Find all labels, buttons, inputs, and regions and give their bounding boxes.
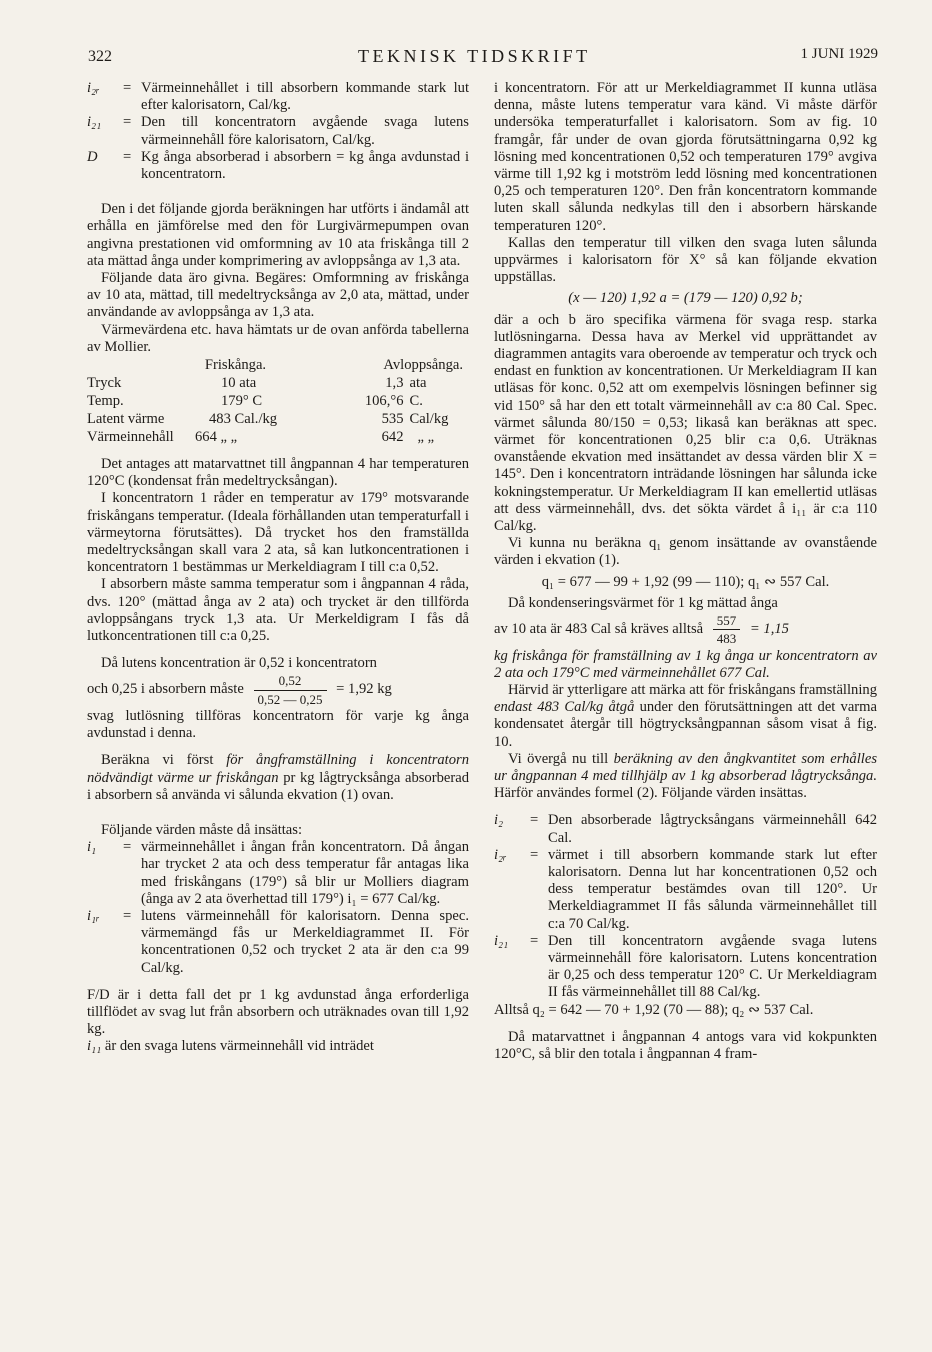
def-equals: = [530, 812, 539, 829]
paragraph: Värmevärdena etc. hava hämtats ur de ovan anförda tabellerna av Mollier. [87, 321, 469, 355]
table-row: Temp. 179° C 106,°6 C. [87, 393, 423, 410]
def-equals: = [123, 839, 132, 856]
paragraph: kg friskånga för framställning av 1 kg ånga ur koncentratorn av 2 ata och 179°C med värmeinnehållet 677 Cal. [494, 647, 877, 681]
def-text: Den till koncentratorn avgående svaga lutens värmeinnehåll före kalorisatorn, Cal/kg. [141, 114, 469, 148]
def-symbol: i₁ᵣ [87, 907, 100, 924]
paragraph: Härvid är ytterligare att märka att för friskångans framställning endast 483 Cal/kg åtgå under den förutsättningen att det varma kondensatet återgår till högtrycksångpannan såsom visat å fig. 10. [494, 681, 877, 750]
definition [87, 114, 469, 148]
def-equals: = [530, 846, 539, 863]
equation: q₁ = 677 — 99 + 1,92 (99 — 110); q₁ ∾ 557 Cal. [541, 573, 830, 590]
definition [494, 847, 877, 933]
def-text: Kg ånga absorberad i absorbern = kg ånga avdunstad i koncentratorn. [141, 148, 469, 183]
table-row: Värmeinnehåll 664 „ „ 642 „ „ [87, 429, 435, 446]
def-symbol: i₁ [87, 839, 97, 856]
def-text: värmeinnehållet i ångan från koncentratorn. Då ångan har trycket 2 ata och dess temperatur får antagas lika med friskångans (179°) så blir ur Molliers diagram (ånga av 2 ata överhettad till 179°) i₁ = 677 Cal/kg. [141, 839, 469, 907]
column-header: Friskånga. [204, 357, 267, 374]
paragraph: Följande värden måste då insättas: [101, 821, 303, 838]
fraction: $\frac{0,52}{0,52 — 0,25}$ [254, 672, 327, 707]
def-symbol: D [87, 148, 98, 165]
definition [87, 908, 469, 977]
paragraph: svag lutlösning tillföras koncentratorn för varje kg ånga avdunstad i denna. [87, 707, 469, 742]
def-symbol: i₂₁ [87, 114, 102, 131]
issue-date: 1 JUNI 1929 [800, 46, 878, 62]
paragraph: Vi kunna nu beräkna q₁ genom insättande av ovanstående värden i ekvation (1). [494, 535, 877, 569]
equation: Alltså q₂ = 642 — 70 + 1,92 (70 — 88); q₂ ∾ 537 Cal. [494, 1001, 814, 1018]
definition [494, 933, 877, 1002]
paragraph: Det antages att matarvattnet till ångpannan 4 har temperaturen 120°C (kondensat från medeltrycksångan). [87, 456, 469, 490]
page-number: 322 [88, 48, 112, 65]
paragraph: Då lutens koncentration är 0,52 i koncentratorn [101, 655, 377, 672]
page-header [88, 44, 878, 68]
def-symbol: i₂ᵣ [87, 80, 100, 96]
def-text: Den absorberade lågtrycksångans värmeinnehåll 642 Cal. [548, 812, 877, 846]
paragraph: I absorbern måste samma temperatur som i ångpannan 4 råda, dvs. 120° (mättad ånga av 2 ata) och trycket är den tillförda avloppsångans tryck 1,3 ata. Ur Merkeldigram I fås då lutkoncentrationen till c:a 0,25. [87, 576, 469, 645]
definition [494, 812, 877, 846]
paragraph: Vi övergå nu till beräkning av den ångkvantitet som erhålles ur ångpannan 4 med tillhjälp av 1 kg absorberad lågtrycksånga. Härför användes formel (2). Följande värden insättas. [494, 750, 877, 802]
paragraph: Följande data äro givna. Begäres: Omformning av friskånga av 10 ata, mättad, till medeltrycksånga av 2,0 ata, mättad, under användande av avloppsånga av 1,3 ata. [87, 270, 469, 321]
paragraph: där a och b äro specifika värmena för svaga resp. starka lutlösningarna. Dessa hava av Merkel vid upprättandet av diagrammen antagits vara oberoende av temperatur och tryck och endast en funktion av koncentrationen. Ur Merkeldiagram II kan utläsas för konc. 0,52 att om exempelvis lösningen befinner sig vid 150° så har den ett totalt värmeinnehåll av c:a 80 Cal. Spec. värmet sålunda 80/150 = 0,53; likaså kan beräknas att spec. värmet för koncentrationen 0,25 blir c:a 0,6. Uträknas ovanstående ekvation med insättandet av dessa värden blir X = 145°. Den i koncentratorn inträdande lösningen har sålunda icke kokningstemperatur. Ur Merkeldiagram II kan emellertid utläsas att dess värmeinnehåll, dvs. det sökta värdet å i₁₁ är c:a 110 Cal/kg. [494, 311, 877, 535]
table-row: Latent värme 483 Cal./kg 535 Cal/kg [87, 411, 449, 428]
def-symbol: i₂₁ [494, 932, 509, 949]
table-row: Tryck 10 ata 1,3 ata [87, 375, 427, 392]
def-symbol: i₂ᵣ [494, 846, 507, 863]
paragraph: Då matarvattnet i ångpannan 4 antogs vara vid kokpunkten 120°C, så blir den totala i ångpannan 4 fram- [494, 1028, 877, 1062]
def-equals: = [123, 80, 132, 96]
table-header-row [87, 356, 469, 374]
def-equals: = [123, 114, 132, 131]
fraction-line: av 10 ata är 483 Cal så kräves alltså $\frac{557}{483}$ = 1,15 [494, 613, 789, 647]
def-text: lutens värmeinnehåll för kalorisatorn. Denna spec. värmemängd fås ur Merkeldiagrammet II. För koncentrationen 0,52 och trycket 2 ata är den c:a 99 Cal/kg. [141, 907, 469, 976]
fraction: $\frac{557}{483}$ [713, 612, 741, 647]
paragraph: Den i det följande gjorda beräkningen har utförts i ändamål att erhålla en jämförelse med den för Lurgivärmepumpen ovan angivna prestationen vid omformning av 10 ata friskånga till 2 ata mättad ånga under komprimering av avloppsånga av 1,3 ata. [87, 201, 469, 269]
journal-title: TEKNISK TIDSKRIFT [358, 46, 591, 66]
definition [87, 149, 469, 183]
equation: (x — 120) 1,92 a = (179 — 120) 0,92 b; [568, 290, 803, 307]
right-column [494, 80, 877, 1063]
paragraph: Kallas den temperatur till vilken den svaga luten sålunda uppvärmes i kalorisatorn för X° så kan följande ekvation uppställas. [494, 234, 877, 286]
steam-data-table [87, 356, 469, 446]
paragraph: Då kondenseringsvärmet för 1 kg mättad ånga [508, 594, 778, 611]
paragraph: Beräkna vi först för ångframställning i koncentratorn nödvändigt värme ur friskångan pr kg lågtrycksånga absorberad i absorbern så använda vi sålunda ekvation (1) ovan. [87, 752, 469, 803]
paragraph: F/D är i detta fall det pr 1 kg avdunstad ånga erforderliga tillflödet av svag lut från absorbern och uträknades ovan till 1,92 kg. [87, 986, 469, 1038]
definition [87, 839, 469, 908]
def-text: Värmeinnehållet i till absorbern kommande stark lut efter kalorisatorn, Cal/kg. [141, 80, 469, 114]
def-equals: = [123, 148, 132, 165]
column-header: Avloppsånga. [383, 357, 463, 374]
left-column [87, 80, 469, 1056]
paragraph: i₁₁ är den svaga lutens värmeinnehåll vid inträdet [87, 1038, 374, 1055]
paragraph: I koncentratorn 1 råder en temperatur av 179° motsvarande friskångans temperatur. (Ideala förhållanden utan temperaturfall i värmeytorna förutsättes). Då trycket hos den framställda medeltrycksångan skall vara 2 ata, så kan lutkoncentrationen i koncentratorn 1 bestämmas ur Merkeldiagram I till c:a 0,52. [87, 490, 469, 576]
def-text: Den till koncentratorn avgående svaga lutens värmeinnehåll före kalorisatorn. Lutens koncentration är 0,25 och dess temperatur 120° C. Ur Merkeldiagram II fås värmeinnehållet till 88 Cal/kg. [548, 932, 877, 1001]
definition [87, 80, 469, 114]
paragraph: i koncentratorn. För att ur Merkeldiagrammet II kunna utläsa denna, måste lutens temperatur vara känd. Vi måste därför undersöka temperaturfallet i kalorisatorn. Som av fig. 10 framgår, får under de ovan gjorda förutsättningarna 0,92 kg lösning med koncentrationen 0,52 och temperaturen 179° avgiva värme till 1,92 kg i motström ledd lösning med koncentrationen 0,25 och temperaturen 120°. Den från koncentratorn kommande luten skall sålunda nedkylas till den i absorbern härskande temperaturen 120°. [494, 80, 877, 234]
def-equals: = [530, 932, 539, 949]
def-equals: = [123, 907, 132, 924]
fraction-line: och 0,25 i absorbern måste $\frac{0,52}{0,52 — 0,25}$ = 1,92 kg [87, 673, 392, 707]
def-symbol: i₂ [494, 812, 504, 829]
def-text: värmet i till absorbern kommande stark lut efter kalorisatorn. Denna lut har koncentrationen 0,52 och dess temperatur bestämdes ovan till 120°. Ur Merkeldiagrammet II fås sålunda värmeinnehållet till c:a 70 Cal/kg. [548, 846, 877, 932]
